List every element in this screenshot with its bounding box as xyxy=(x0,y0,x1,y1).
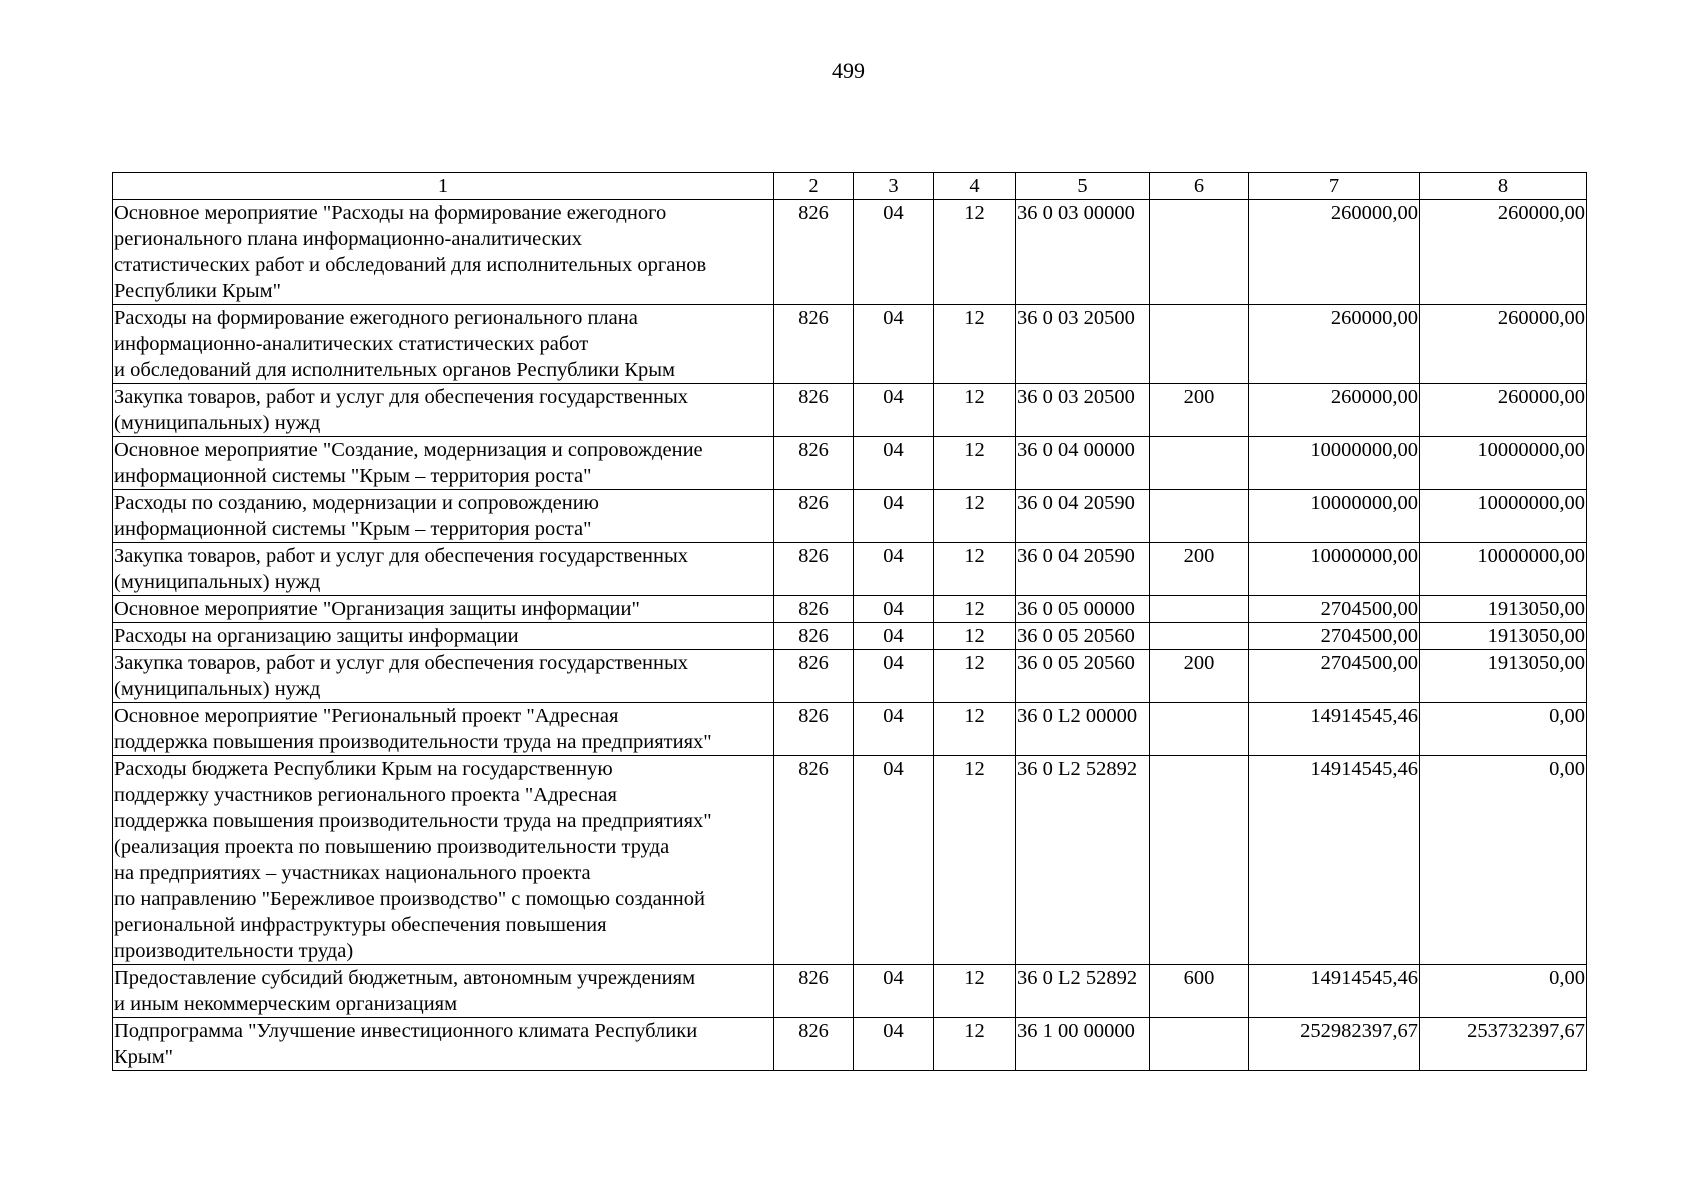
expense-type-code xyxy=(1150,1018,1249,1071)
row-description: Закупка товаров, работ и услуг для обеспечения государственных (муниципальных) нужд xyxy=(113,384,774,437)
amount-year-2: 1913050,00 xyxy=(1420,623,1587,650)
amount-year-1: 260000,00 xyxy=(1249,384,1420,437)
column-header: 3 xyxy=(854,173,934,200)
section-code: 04 xyxy=(854,596,934,623)
target-article-code: 36 0 04 20590 xyxy=(1016,543,1150,596)
amount-year-2: 260000,00 xyxy=(1420,305,1587,384)
target-article-code: 36 0 03 20500 xyxy=(1016,305,1150,384)
target-article-code: 36 1 00 00000 xyxy=(1016,1018,1150,1071)
table-row xyxy=(113,703,1587,756)
table-row xyxy=(113,965,1587,1018)
amount-year-2: 0,00 xyxy=(1420,703,1587,756)
table-row xyxy=(113,200,1587,305)
amount-year-2: 0,00 xyxy=(1420,965,1587,1018)
column-header: 1 xyxy=(113,173,774,200)
table-row xyxy=(113,543,1587,596)
ministry-code: 826 xyxy=(774,1018,854,1071)
amount-year-1: 260000,00 xyxy=(1249,305,1420,384)
amount-year-2: 10000000,00 xyxy=(1420,543,1587,596)
ministry-code: 826 xyxy=(774,703,854,756)
target-article-code: 36 0 04 00000 xyxy=(1016,437,1150,490)
expense-type-code xyxy=(1150,490,1249,543)
amount-year-1: 260000,00 xyxy=(1249,200,1420,305)
row-description: Предоставление субсидий бюджетным, автономным учреждениям и иным некоммерческим организациям xyxy=(113,965,774,1018)
table-row xyxy=(113,596,1587,623)
section-code: 04 xyxy=(854,650,934,703)
target-article-code: 36 0 L2 00000 xyxy=(1016,703,1150,756)
target-article-code: 36 0 05 20560 xyxy=(1016,623,1150,650)
subsection-code: 12 xyxy=(934,703,1016,756)
section-code: 04 xyxy=(854,756,934,965)
subsection-code: 12 xyxy=(934,437,1016,490)
section-code: 04 xyxy=(854,200,934,305)
expense-type-code xyxy=(1150,305,1249,384)
header-row xyxy=(113,173,1587,200)
amount-year-1: 14914545,46 xyxy=(1249,703,1420,756)
column-header: 6 xyxy=(1150,173,1249,200)
amount-year-1: 10000000,00 xyxy=(1249,437,1420,490)
table-row xyxy=(113,1018,1587,1071)
amount-year-1: 2704500,00 xyxy=(1249,650,1420,703)
subsection-code: 12 xyxy=(934,965,1016,1018)
table-row xyxy=(113,305,1587,384)
expense-type-code xyxy=(1150,200,1249,305)
amount-year-1: 14914545,46 xyxy=(1249,756,1420,965)
row-description: Расходы по созданию, модернизации и сопровождению информационной системы "Крым – территория роста" xyxy=(113,490,774,543)
amount-year-2: 260000,00 xyxy=(1420,384,1587,437)
ministry-code: 826 xyxy=(774,200,854,305)
row-description: Подпрограмма "Улучшение инвестиционного климата Республики Крым" xyxy=(113,1018,774,1071)
amount-year-2: 1913050,00 xyxy=(1420,650,1587,703)
row-description: Закупка товаров, работ и услуг для обеспечения государственных (муниципальных) нужд xyxy=(113,543,774,596)
section-code: 04 xyxy=(854,384,934,437)
expense-type-code: 200 xyxy=(1150,650,1249,703)
budget-table xyxy=(112,172,1587,1071)
target-article-code: 36 0 05 20560 xyxy=(1016,650,1150,703)
expense-type-code xyxy=(1150,756,1249,965)
row-description: Основное мероприятие "Расходы на формирование ежегодного регионального плана информационно-аналитических статистических работ и обследований для исполнительных органов Республики Крым" xyxy=(113,200,774,305)
column-header: 7 xyxy=(1249,173,1420,200)
subsection-code: 12 xyxy=(934,200,1016,305)
ministry-code: 826 xyxy=(774,650,854,703)
table-row xyxy=(113,623,1587,650)
section-code: 04 xyxy=(854,703,934,756)
column-header: 4 xyxy=(934,173,1016,200)
table-row xyxy=(113,490,1587,543)
section-code: 04 xyxy=(854,543,934,596)
ministry-code: 826 xyxy=(774,623,854,650)
row-description: Основное мероприятие "Организация защиты информации" xyxy=(113,596,774,623)
subsection-code: 12 xyxy=(934,384,1016,437)
subsection-code: 12 xyxy=(934,1018,1016,1071)
table-row xyxy=(113,437,1587,490)
ministry-code: 826 xyxy=(774,756,854,965)
amount-year-1: 252982397,67 xyxy=(1249,1018,1420,1071)
row-description: Основное мероприятие "Региональный проект "Адресная поддержка повышения производительности труда на предприятиях" xyxy=(113,703,774,756)
subsection-code: 12 xyxy=(934,305,1016,384)
target-article-code: 36 0 04 20590 xyxy=(1016,490,1150,543)
amount-year-2: 1913050,00 xyxy=(1420,596,1587,623)
section-code: 04 xyxy=(854,490,934,543)
column-header: 5 xyxy=(1016,173,1150,200)
amount-year-1: 10000000,00 xyxy=(1249,543,1420,596)
target-article-code: 36 0 L2 52892 xyxy=(1016,965,1150,1018)
row-description: Расходы бюджета Республики Крым на государственную поддержку участников регионального проекта "Адресная поддержка повышения производительности труда на предприятиях" (реализация проекта по повышению производительности труда на предприятиях – участниках национального проекта по направлению "Бережливое производство" с помощью созданной региональной инфраструктуры обеспечения повышения производительности труда) xyxy=(113,756,774,965)
amount-year-1: 10000000,00 xyxy=(1249,490,1420,543)
expense-type-code: 200 xyxy=(1150,384,1249,437)
expense-type-code xyxy=(1150,703,1249,756)
amount-year-1: 2704500,00 xyxy=(1249,623,1420,650)
subsection-code: 12 xyxy=(934,756,1016,965)
subsection-code: 12 xyxy=(934,650,1016,703)
section-code: 04 xyxy=(854,305,934,384)
expense-type-code xyxy=(1150,437,1249,490)
section-code: 04 xyxy=(854,1018,934,1071)
subsection-code: 12 xyxy=(934,490,1016,543)
column-header: 8 xyxy=(1420,173,1587,200)
target-article-code: 36 0 03 20500 xyxy=(1016,384,1150,437)
expense-type-code: 200 xyxy=(1150,543,1249,596)
amount-year-1: 2704500,00 xyxy=(1249,596,1420,623)
row-description: Расходы на формирование ежегодного регионального плана информационно-аналитических статистических работ и обследований для исполнительных органов Республики Крым xyxy=(113,305,774,384)
ministry-code: 826 xyxy=(774,543,854,596)
expense-type-code xyxy=(1150,623,1249,650)
target-article-code: 36 0 L2 52892 xyxy=(1016,756,1150,965)
table-body xyxy=(113,200,1587,1071)
expense-type-code: 600 xyxy=(1150,965,1249,1018)
table-row xyxy=(113,384,1587,437)
page-number: 499 xyxy=(832,58,865,83)
amount-year-1: 14914545,46 xyxy=(1249,965,1420,1018)
subsection-code: 12 xyxy=(934,623,1016,650)
subsection-code: 12 xyxy=(934,543,1016,596)
row-description: Основное мероприятие "Создание, модернизация и сопровождение информационной системы "Крым – территория роста" xyxy=(113,437,774,490)
ministry-code: 826 xyxy=(774,965,854,1018)
amount-year-2: 0,00 xyxy=(1420,756,1587,965)
amount-year-2: 10000000,00 xyxy=(1420,437,1587,490)
ministry-code: 826 xyxy=(774,305,854,384)
ministry-code: 826 xyxy=(774,384,854,437)
table-row xyxy=(113,650,1587,703)
target-article-code: 36 0 05 00000 xyxy=(1016,596,1150,623)
section-code: 04 xyxy=(854,437,934,490)
amount-year-2: 10000000,00 xyxy=(1420,490,1587,543)
row-description: Закупка товаров, работ и услуг для обеспечения государственных (муниципальных) нужд xyxy=(113,650,774,703)
expense-type-code xyxy=(1150,596,1249,623)
subsection-code: 12 xyxy=(934,596,1016,623)
amount-year-2: 253732397,67 xyxy=(1420,1018,1587,1071)
ministry-code: 826 xyxy=(774,596,854,623)
table-row xyxy=(113,756,1587,965)
section-code: 04 xyxy=(854,965,934,1018)
ministry-code: 826 xyxy=(774,437,854,490)
row-description: Расходы на организацию защиты информации xyxy=(113,623,774,650)
target-article-code: 36 0 03 00000 xyxy=(1016,200,1150,305)
ministry-code: 826 xyxy=(774,490,854,543)
column-header: 2 xyxy=(774,173,854,200)
amount-year-2: 260000,00 xyxy=(1420,200,1587,305)
section-code: 04 xyxy=(854,623,934,650)
